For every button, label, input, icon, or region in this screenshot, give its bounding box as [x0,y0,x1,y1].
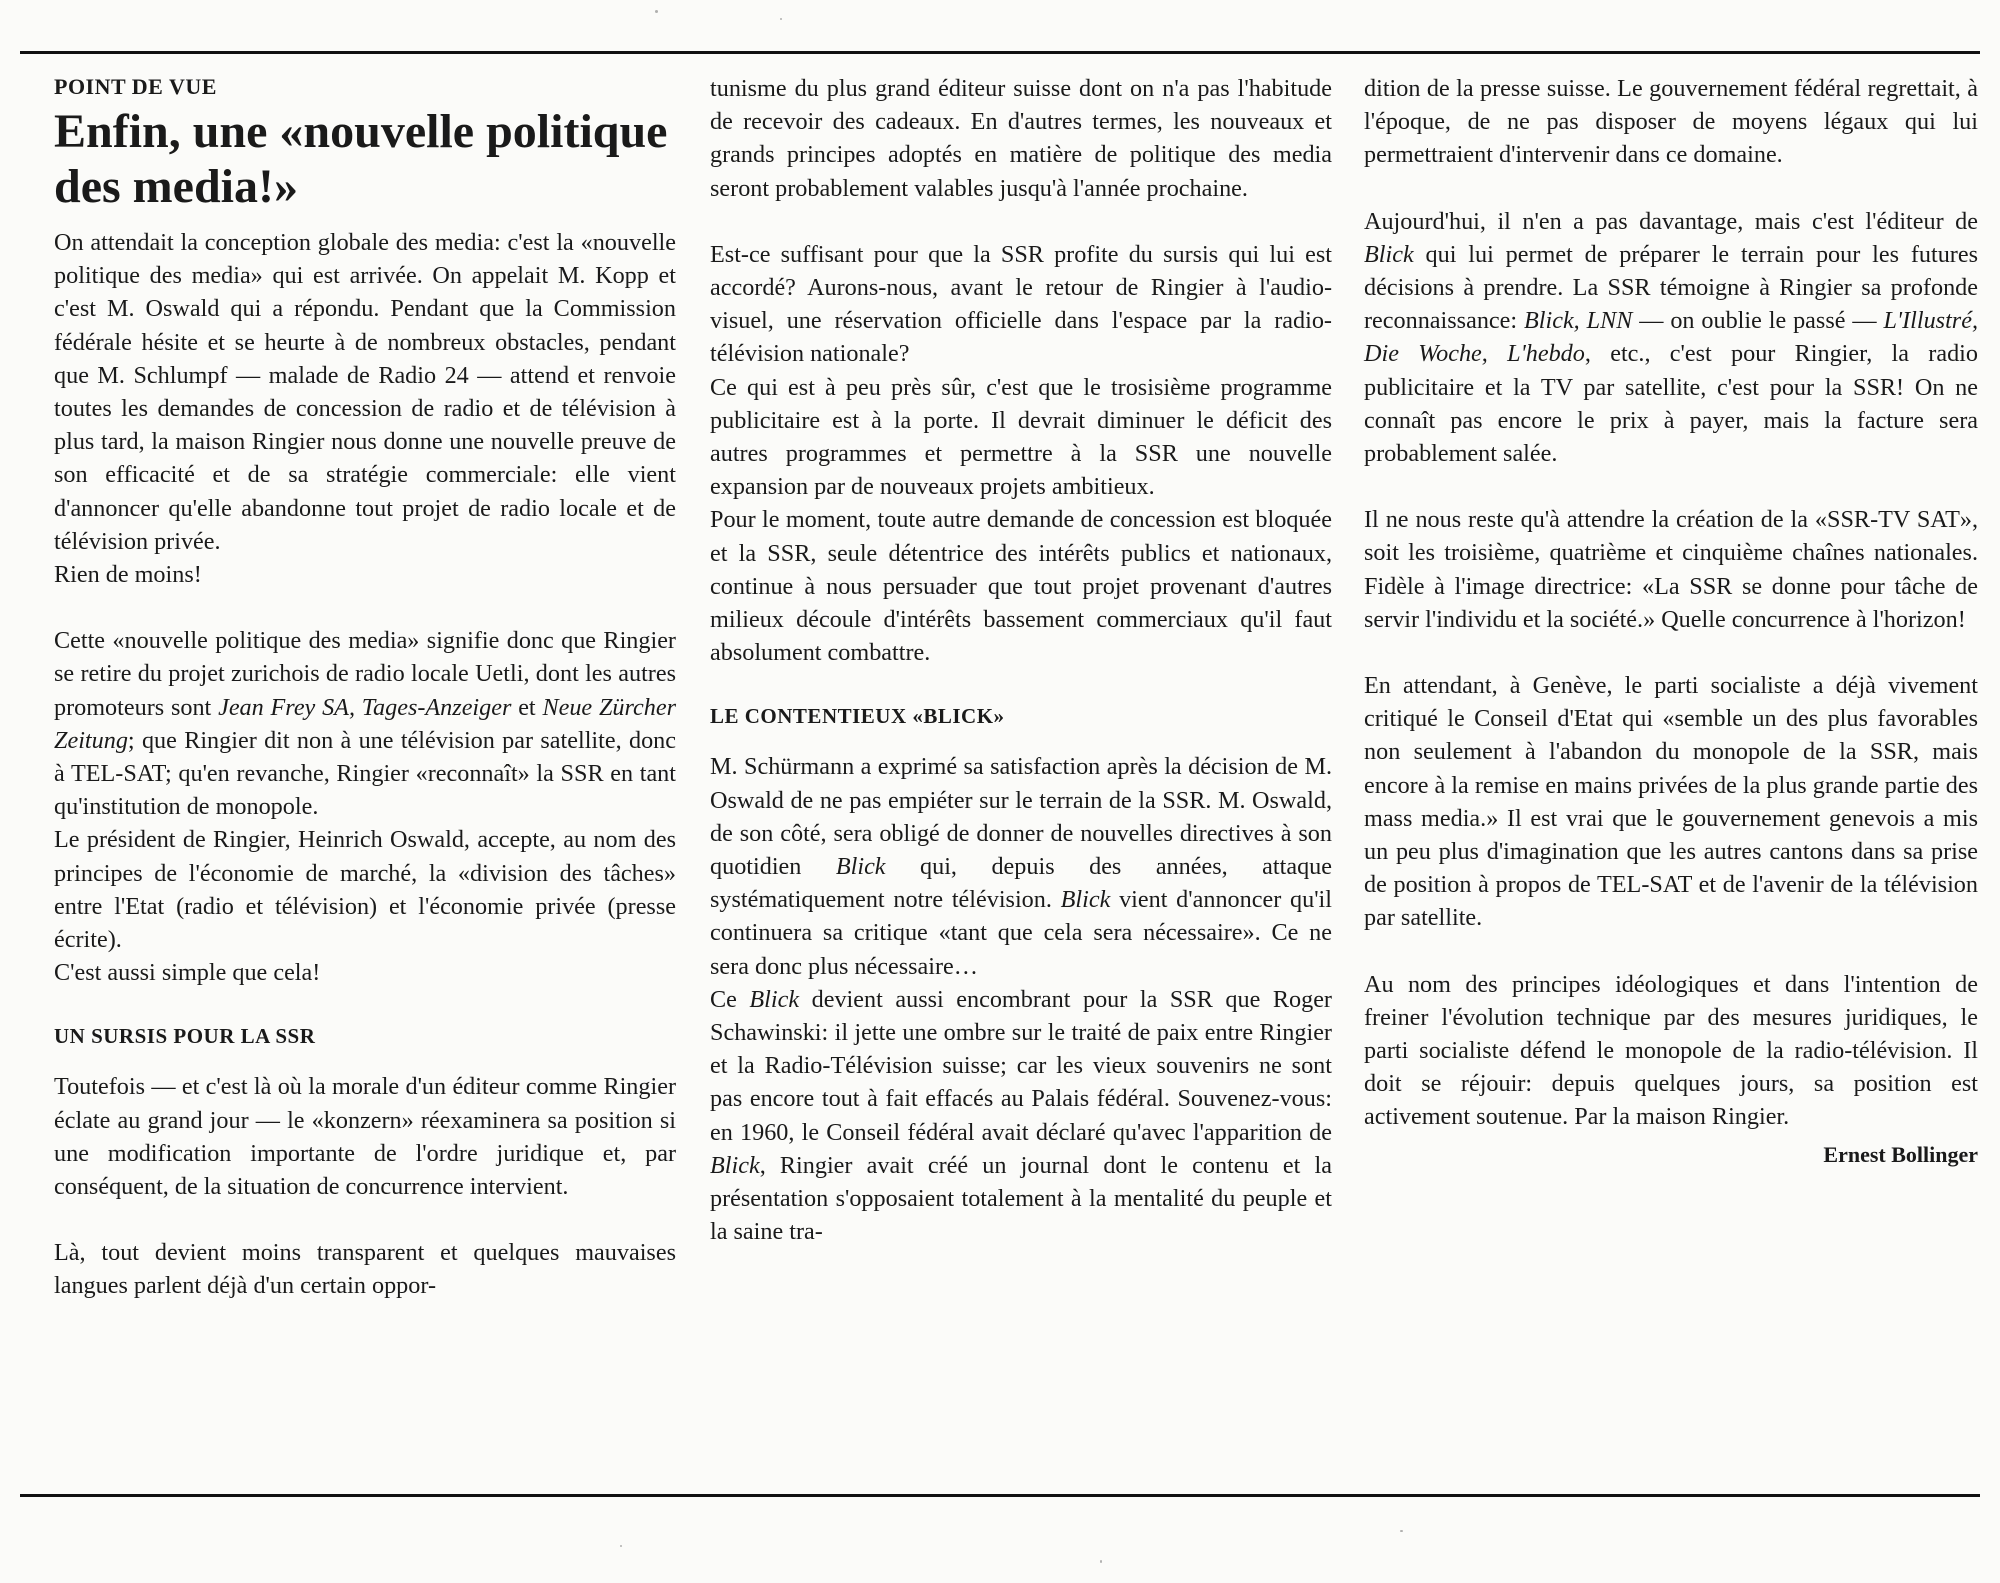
bottom-rule [20,1494,1980,1497]
paragraph: tunisme du plus grand éditeur suisse dont on n'a pas l'habitude de recevoir des cadeaux. En d'autres termes, les nouveaux et grands principes adoptés en matière de politique des media seront probablement valables jusqu'à l'année prochaine. [710,75,1332,202]
paragraph: Pour le moment, toute autre demande de concession est bloquée et la SSR, seule détentrice des intérêts publics et nationaux, continue à nous persuader que tout projet provenant d'autres milieux découle d'intérêts bassement commerciaux qu'il faut absolument combattre. [710,506,1332,667]
section-heading: LE CONTENTIEUX «BLICK» [710,704,1005,729]
top-rule [20,51,1980,54]
paragraph: Là, tout devient moins transparent et quelques mauvaises langues parlent déjà d'un certain oppor- [54,1239,676,1300]
paragraph: Cette «nouvelle politique des media» signifie donc que Ringier se retire du projet zurichois de radio locale Uetli, dont les autres promoteurs sont Jean Frey SA, Tages-Anzeiger et Neue Zürcher Zeitung; que Ringier dit non à une télévision par satellite, donc à TEL-SAT; qu'en revanche, Ringier «reconnaît» la SSR en tant qu'institution de monopole. [54,627,676,821]
paragraph: Ce Blick devient aussi encombrant pour la SSR que Roger Schawinski: il jette une ombre sur le traité de paix entre Ringier et la Radio-Télévision suisse; car les vieux souvenirs ne sont pas encore tout à fait effacés au Palais fédéral. Souvenez-vous: en 1960, le Conseil fédéral avait déclaré qu'avec l'apparition de Blick, Ringier avait créé un journal dont le contenu et la présentation s'opposaient totalement à la mentalité du peuple et la saine tra- [710,985,1332,1246]
paragraph: Il ne nous reste qu'à attendre la création de la «SSR-TV SAT», soit les troisième, quatrième et cinquième chaînes nationales. Fidèle à l'image directrice: «La SSR se donne pour tâche de servir l'individu et la société.» Quelle concurrence à l'horizon! [1364,506,1978,633]
scan-speck [655,10,658,13]
column-2 [710,72,1332,1249]
headline: Enfin, une «nouvelle politique des media!» [54,105,668,213]
paragraph: Est-ce suffisant pour que la SSR profite du sursis qui lui est accordé? Aurons-nous, avant le retour de Ringier à l'audio-visuel, une réservation officielle dans l'espace par la radio-télévision nationale? [710,240,1332,368]
paragraph: C'est aussi simple que cela! [54,959,321,987]
paragraph: On attendait la conception globale des media: c'est la «nouvelle politique des media» qui est arrivée. On appelait M. Kopp et c'est M. Oswald qui a répondu. Pendant que la Commission fédérale hésite et se heurte à de nombreux obstacles, pendant que M. Schlumpf — malade de Radio 24 — attend et renvoie toutes les demandes de concession de radio et de télévision à plus tard, la maison Ringier nous donne une nouvelle preuve de son efficacité et de sa stratégie commerciale: elle vient d'annoncer qu'elle abandonne tout projet de radio locale et de télévision privée. [54,229,676,555]
author-signature: Ernest Bollinger [1823,1141,1978,1167]
scan-speck [620,1545,622,1547]
paragraph: Le président de Ringier, Heinrich Oswald, accepte, au nom des principes de l'économie de marché, la «division des tâches» entre l'Etat (radio et télévision) et l'économie privée (presse écrite). [54,826,676,954]
paragraph: M. Schürmann a exprimé sa satisfaction après la décision de M. Oswald de ne pas empiéter sur le terrain de la SSR. M. Oswald, de son côté, sera obligé de donner de nouvelles directives à son quotidien Blick qui, depuis des années, attaque systématiquement notre télévision. Blick vient d'annoncer qu'il continuera sa critique «tant que cela sera nécessaire». Ce ne sera donc plus nécessaire… [710,753,1332,980]
paragraph: En attendant, à Genève, le parti socialiste a déjà vivement critiqué le Conseil d'Etat qui «semble un des plus favorables non seulement à l'abandon du monopole de la SSR, mais encore à la remise en mains privées de la plus grande partie des mass media.» Il est vrai que le gouvernement genevois a mis un peu plus d'imagination que les autres cantons dans sa prise de position à propos de TEL-SAT et de l'avenir de la télévision par satellite. [1364,672,1978,932]
column-1 [54,72,676,1303]
paragraph: Toutefois — et c'est là où la morale d'un éditeur comme Ringier éclate au grand jour — le «konzern» réexaminera sa position si une modification importante de l'ordre juridique et, par conséquent, de la situation de concurrence intervient. [54,1073,676,1201]
paragraph: Rien de moins! [54,561,202,589]
scan-speck [780,18,782,20]
column-3 [1364,72,1978,1171]
paragraph: dition de la presse suisse. Le gouvernement fédéral regrettait, à l'époque, de ne pas disposer de moyens légaux qui lui permettraient d'intervenir dans ce domaine. [1364,75,1978,169]
paragraph: Aujourd'hui, il n'en a pas davantage, mais c'est l'éditeur de Blick qui lui permet de préparer le terrain pour les futures décisions à prendre. La SSR témoigne à Ringier sa profonde reconnaissance: Blick, LNN — on oublie le passé — L'Illustré, Die Woche, L'hebdo, etc., c'est pour Ringier, la radio publicitaire et la TV par satellite, c'est pour la SSR! On ne connaît pas encore le prix à payer, mais la facture sera probablement salée. [1364,207,1978,468]
paragraph: Ce qui est à peu près sûr, c'est que le trosisième programme publicitaire est à la porte. Il devrait diminuer le déficit des autres programmes et permettre à la SSR une nouvelle expansion par de nouveaux projets ambitieux. [710,373,1332,501]
section-heading: UN SURSIS POUR LA SSR [54,1024,316,1049]
scan-speck [1400,1530,1403,1532]
paragraph: Au nom des principes idéologiques et dans l'intention de freiner l'évolution technique par des mesures juridiques, le parti socialiste défend le monopole de la radio-télévision. Il doit se réjouir: depuis quelques jours, sa position est activement soutenue. Par la maison Ringier. [1364,970,1978,1131]
kicker: POINT DE VUE [54,74,217,99]
scan-speck [1100,1560,1102,1563]
